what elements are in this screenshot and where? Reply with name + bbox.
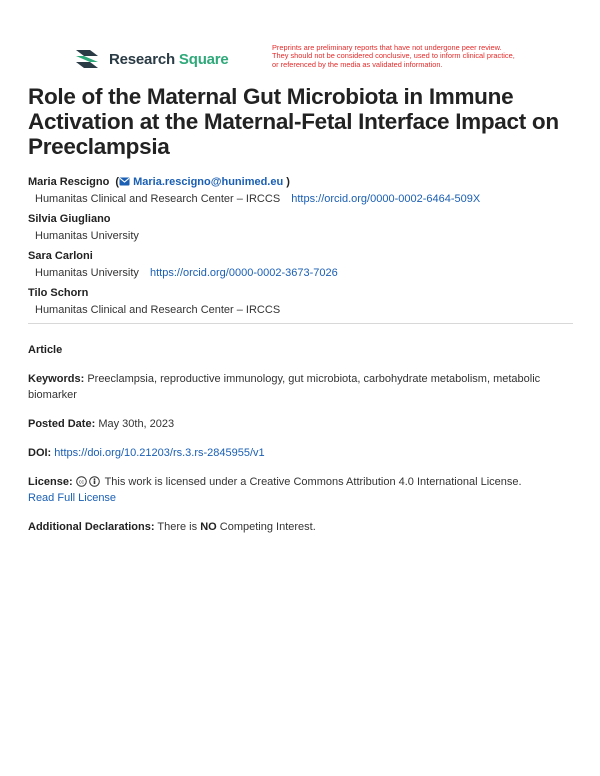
article-type-label: Article — [28, 344, 63, 356]
author-affiliation — [28, 192, 573, 206]
logo-text — [109, 51, 229, 68]
disclaimer-line: or referenced by the media as validated information. — [272, 59, 443, 69]
cc-icon — [76, 476, 87, 487]
author-affiliation — [28, 229, 573, 243]
logo-word-research: Research — [109, 50, 175, 68]
posted-date-label: Posted Date: — [28, 418, 96, 430]
cc-by-icon — [89, 476, 100, 487]
email-paren-close: ) — [283, 176, 290, 188]
declarations-prefix: There is — [157, 521, 198, 533]
research-square-logo[interactable] — [72, 46, 229, 72]
declarations-emphasis: NO — [200, 521, 217, 533]
author-affiliation — [28, 266, 573, 280]
additional-declarations — [28, 519, 573, 535]
main-content — [28, 84, 573, 548]
author-entry — [28, 286, 573, 300]
affiliation-text: Humanitas Clinical and Research Center – IRCCS — [35, 193, 281, 205]
declarations-label: Additional Declarations: — [28, 521, 155, 533]
envelope-icon — [119, 177, 130, 186]
license — [28, 474, 573, 506]
disclaimer-line: They should not be considered conclusive, used to inform clinical practice, — [272, 51, 515, 61]
article-metadata — [28, 342, 573, 535]
read-full-license-link[interactable]: Read Full License — [28, 492, 117, 504]
doi-link[interactable]: https://doi.org/10.21203/rs.3.rs-2845955/v1 — [54, 447, 265, 459]
disclaimer-line: Preprints are preliminary reports that have not undergone peer review. — [272, 43, 502, 52]
affiliation-text: Humanitas University — [35, 230, 139, 242]
author-affiliation — [28, 303, 573, 317]
author-entry — [28, 212, 573, 226]
svg-text:cc: cc — [78, 479, 84, 486]
author-name: Maria Rescigno — [28, 176, 110, 188]
preprint-disclaimer — [272, 44, 542, 69]
declarations-suffix: Competing Interest. — [219, 521, 316, 533]
keywords-label: Keywords: — [28, 373, 85, 385]
header — [72, 44, 542, 80]
author-name: Tilo Schorn — [28, 287, 89, 299]
author-name: Sara Carloni — [28, 250, 93, 262]
doi — [28, 445, 573, 461]
section-divider — [28, 323, 573, 324]
author-email-link[interactable]: Maria.rescigno@hunimed.eu — [133, 176, 284, 188]
affiliation-text: Humanitas University — [35, 267, 139, 279]
posted-date-value: May 30th, 2023 — [98, 418, 175, 430]
author-list — [28, 175, 573, 317]
keywords-value: Preeclampsia, reproductive immunology, gut microbiota, carbohydrate metabolism, metabolic biomarker — [28, 373, 541, 401]
email-paren-open: ( — [112, 176, 120, 188]
research-square-logo-icon — [72, 46, 102, 72]
license-label: License: — [28, 476, 73, 488]
author-entry — [28, 249, 573, 263]
orcid-link[interactable]: https://orcid.org/0000-0002-6464-509X — [291, 193, 481, 205]
article-type — [28, 342, 573, 358]
author-entry — [28, 175, 573, 189]
paper-title: Role of the Maternal Gut Microbiota in Immune Activation at the Maternal-Fetal Interface Impact on Preeclampsia — [28, 84, 559, 159]
posted-date — [28, 416, 573, 432]
license-text: This work is licensed under a Creative Commons Attribution 4.0 International License. — [104, 476, 522, 488]
orcid-link[interactable]: https://orcid.org/0000-0002-3673-7026 — [149, 267, 338, 279]
logo-word-square: Square — [178, 50, 229, 68]
affiliation-text: Humanitas Clinical and Research Center – IRCCS — [35, 304, 281, 316]
doi-label: DOI: — [28, 447, 52, 459]
keywords — [28, 371, 573, 403]
author-name: Silvia Giugliano — [28, 213, 111, 225]
